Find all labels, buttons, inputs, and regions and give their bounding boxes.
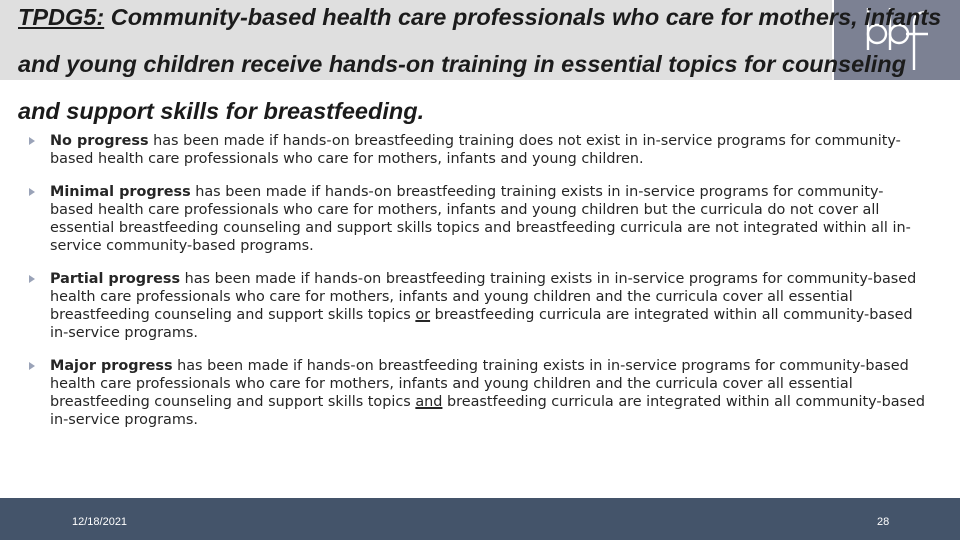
bullet-text: has been made if hands-on breastfeeding training exists in in-service programs for community-based health care professionals who care for mothers, infants and young children and the curricula cover all essential breastfeeding counseling and support skills topics [50,271,917,323]
bullet-term: Partial progress [50,271,181,287]
bullet-minimal-progress [26,183,926,255]
bullet-arrow-icon [29,362,35,370]
title-text: Community-based health care professionals who care for mothers, infants and young children receive hands-on training in essential topics for counseling and support skills for breastfeeding. [18,4,942,124]
bullet-term: Major progress [50,358,173,374]
bullet-text: has been made if hands-on breastfeeding training exists in in-service programs for community-based health care professionals who care for mothers, infants and young children and the curricula cover all essential breastfeeding counseling and support skills topics [50,358,909,410]
slide-title [18,0,948,135]
bullet-no-progress [26,132,926,168]
bullet-text: has been made if hands-on breastfeeding training does not exist in in-service programs for community-based health care professionals who care for mothers, infants and young children. [50,133,901,167]
bullet-term: Minimal progress [50,184,191,200]
bullet-major-progress [26,357,926,429]
bullet-emphasis: and [415,394,443,410]
slide-number: 28 [877,516,890,528]
bullet-text: has been made if hands-on breastfeeding training exists in in-service programs for community-based health care professionals who care for mothers, infants and young children but the curricula do not cover all essential breastfeeding counseling and support skills topics and breastfeeding curricula are not integrated within all in-service community-based programs. [50,184,911,254]
footer-bar [0,498,960,540]
bullet-emphasis: or [415,307,431,323]
slide-date: 12/18/2021 [72,516,128,528]
bullet-arrow-icon [29,275,35,283]
bullet-text-end: breastfeeding curricula are integrated within all community-based in-service programs. [50,394,926,428]
title-tag: TPDG5: [18,4,105,30]
bullet-arrow-icon [29,137,35,145]
bullet-partial-progress [26,270,926,342]
bullet-arrow-icon [29,188,35,196]
bullet-term: No progress [50,133,149,149]
progress-criteria-list [26,132,926,444]
bullet-text-end: breastfeeding curricula are integrated within all community-based in-service programs. [50,307,913,341]
